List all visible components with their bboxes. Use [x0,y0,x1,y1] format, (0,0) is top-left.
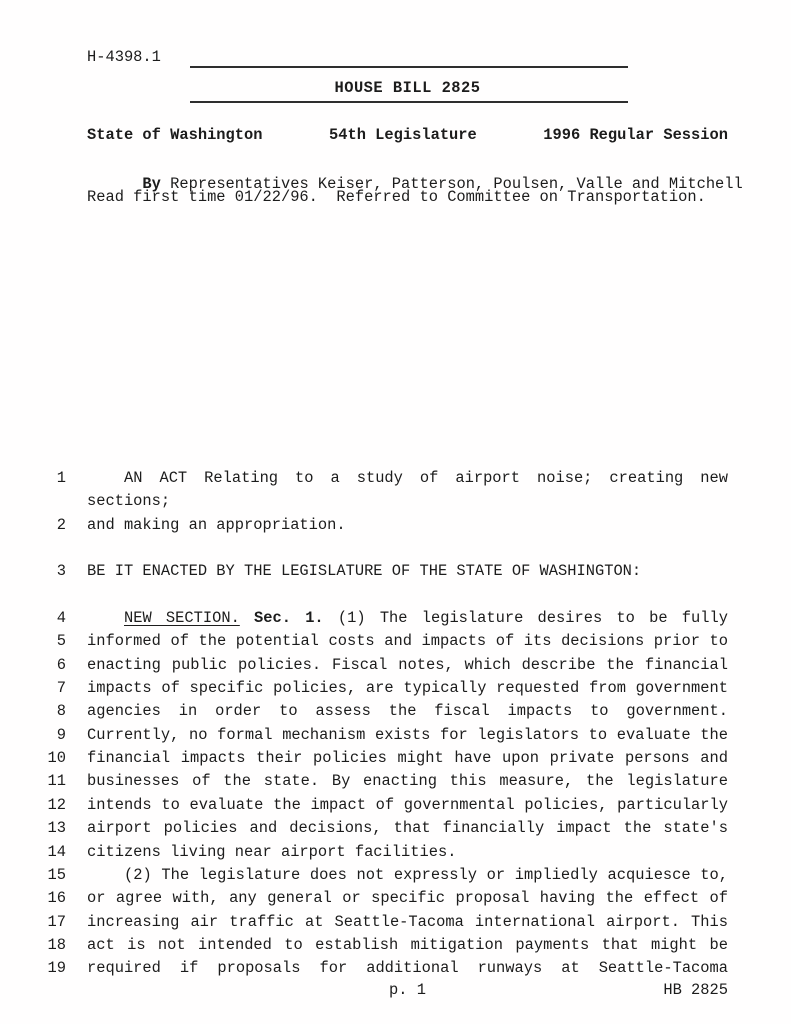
line-number: 15 [47,865,66,884]
sponsors-text: Representatives Keiser, Patterson, Poulsen, Valle and Mitchell [160,175,743,193]
line-text [87,724,728,747]
line-text [87,677,728,700]
line-number: 7 [56,679,66,698]
line-text [87,957,728,980]
page-number: p. 1 [389,981,426,999]
body-line [40,654,728,677]
body-line [40,747,728,770]
line-text [87,817,728,840]
by-label: By [142,175,161,193]
body-line [40,700,728,723]
body-text: businesses of the state. By enacting this measure, the legislature [87,772,728,791]
body-line [40,934,728,957]
body-text: impacts of specific policies, are typically requested from government [87,679,728,698]
line-text [87,607,728,630]
body-text: citizens living near airport facilities. [87,842,457,861]
body-line [40,724,728,747]
header-rule-bottom [190,101,628,103]
body-text: AN ACT Relating to a study of airport noise; creating new sections; [87,469,728,511]
line-number: 17 [47,912,66,931]
body-text: financial impacts their policies might have upon private persons and [87,749,728,768]
line-text [87,514,728,537]
body-line [40,864,728,887]
bill-body [40,467,728,981]
body-line [40,514,728,537]
line-number: 4 [56,609,66,628]
body-line [40,887,728,910]
body-line [40,677,728,700]
line-text [87,654,728,677]
body-text: airport policies and decisions, that financially impact the state's [87,819,728,838]
line-text [87,841,728,864]
body-text: BE IT ENACTED BY THE LEGISLATURE OF THE STATE OF WASHINGTON: [87,562,642,581]
legislature-label: 54th Legislature [328,126,477,144]
line-text [87,467,728,514]
doc-number: H-4398.1 [87,48,161,66]
body-text: increasing air traffic at Seattle-Tacoma international airport. This [87,912,728,931]
line-text [87,934,728,957]
body-text: or agree with, any general or specific proposal having the effect of [87,889,728,908]
body-text: required if proposals for additional runways at Seattle-Tacoma [87,959,728,978]
body-line [40,607,728,630]
line-text [87,911,728,934]
line-text [87,700,728,723]
line-text [87,887,728,910]
line-number: 14 [47,842,66,861]
body-line [40,467,728,514]
bill-number: HB 2825 [663,981,728,999]
body-line [40,630,728,653]
body-text: agencies in order to assess the fiscal impacts to government. [87,702,728,721]
line-number: 2 [56,515,66,534]
line-number: 11 [47,772,66,791]
line-number: 6 [56,655,66,674]
body-line [40,841,728,864]
bill-title: HOUSE BILL 2825 [334,79,481,97]
body-text: informed of the potential costs and impacts of its decisions prior to [87,632,728,651]
line-number: 5 [56,632,66,651]
line-number: 12 [47,795,66,814]
session-label: 1996 Regular Session [543,126,728,144]
body-text: enacting public policies. Fiscal notes, which describe the financial [87,655,728,674]
line-number: 1 [56,469,66,487]
line-number: 8 [56,702,66,721]
body-text: Currently, no formal mechanism exists for legislators to evaluate the [87,725,728,744]
body-text [240,609,254,627]
state-label: State of Washington [87,126,263,144]
line-number: 10 [47,749,66,768]
line-text [87,770,728,793]
line-text [87,794,728,817]
page-footer [87,981,728,999]
line-number: 18 [47,935,66,954]
line-text [87,560,728,583]
body-line [40,794,728,817]
body-line [40,817,728,840]
body-line [40,911,728,934]
line-number: 19 [47,959,66,978]
body-text: act is not intended to establish mitigation payments that might be [87,935,728,954]
line-text [87,747,728,770]
line-number: 13 [47,819,66,838]
read-first-line: Read first time 01/22/96. Referred to Committee on Transportation. [87,188,706,206]
line-number: 16 [47,889,66,908]
body-text: (1) The legislature desires to be fully [323,609,728,628]
line-text [87,630,728,653]
body-text: and making an appropriation. [87,515,346,534]
body-line [40,957,728,980]
underlined-text: NEW SECTION. [124,609,240,628]
distribution-row [87,126,728,144]
header-rule-top [190,66,628,68]
body-text: (2) The legislature does not expressly or impliedly acquiesce to, [124,865,728,884]
line-number: 3 [56,562,66,581]
body-line [40,560,728,583]
bold-text: Sec. 1. [254,609,324,628]
body-line [40,770,728,793]
line-text [87,864,728,887]
body-text: intends to evaluate the impact of governmental policies, particularly [87,795,728,814]
line-number: 9 [56,725,66,744]
